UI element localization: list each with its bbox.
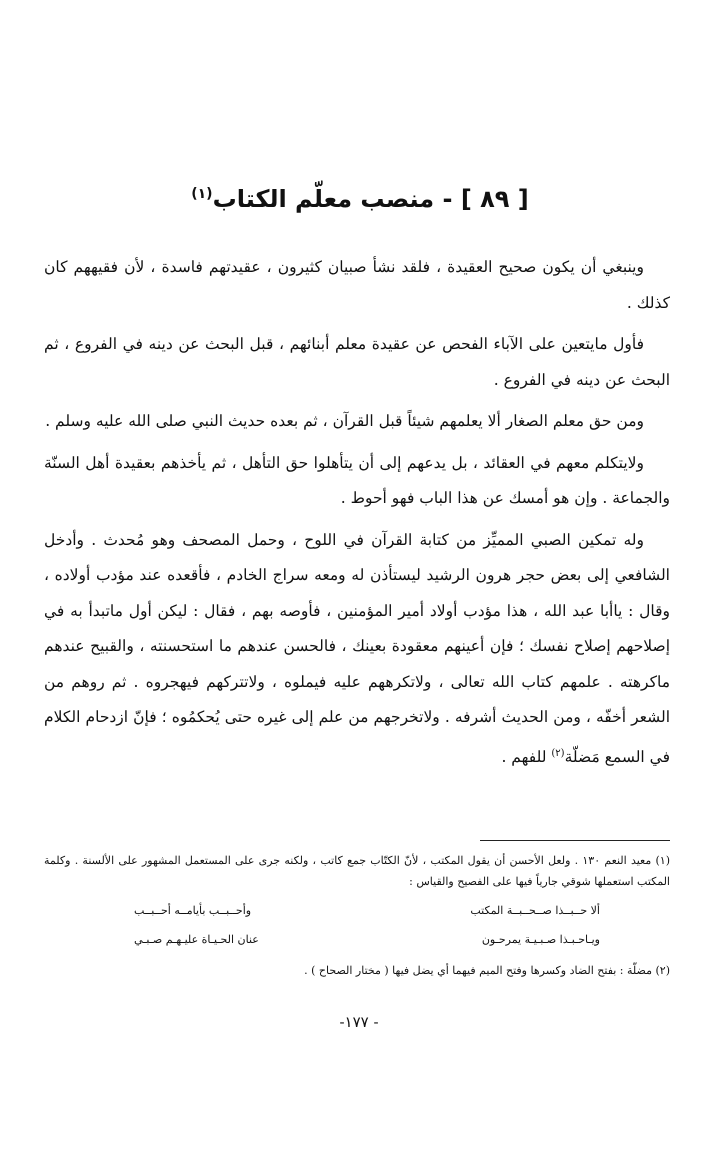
paragraph-end: للفهم . bbox=[501, 747, 552, 766]
verse-hemistich-left: عنان الحـيـاة عليـهـم صـبـي bbox=[134, 933, 259, 946]
footnote-ref-2: (٢) bbox=[551, 747, 565, 759]
footnotes bbox=[44, 850, 670, 981]
chapter-title-text: [ ٨٩ ] - منصب معلّم الكتاب bbox=[212, 185, 529, 214]
verse-hemistich-right: ويـاحـبـذا صـبـيـة يمرحـون bbox=[481, 933, 600, 946]
verse-hemistich-left: وأحــبــب بأيامــه أحــبــب bbox=[134, 904, 252, 917]
footnote-divider bbox=[480, 840, 670, 841]
poem-verse-2 bbox=[44, 929, 670, 950]
page-number: - ١٧٧- bbox=[339, 1013, 379, 1031]
verse-hemistich-right: ألا حــبــذا صــحــبــة المكتب bbox=[470, 904, 600, 917]
footnote-2: (٢) مضلّة : بفتح الضاد وكسرها وفتح الميم فيهما أي يضل فيها ( مختار الصحاح ) . bbox=[304, 964, 670, 977]
footnote-1: (١) معيد النعم ١٣٠ . ولعل الأحسن أن يقول المكتب ، لأنّ الكتّاب جمع كاتب ، ولكنه جرى على المستعمل المشهور على الألسنة . وكلمة المكتب استعملها شوقي جارياً فيها على الفصيح والقياس : bbox=[44, 854, 670, 888]
paragraph-body: وله تمكين الصبي المميِّز من كتابة القرآن في اللوح ، وحمل المصحف وهو مُحدث . وأدخل الشافعي إلى بعض حجر هرون الرشيد ليستأذن له ومعه سراج الخادم ، فأقعده عند مؤدب أولاده ، وقال : ياأبا عبد الله ، هذا مؤدب أولاد أمير المؤمنين ، فأوصه بهم ، فقال : ليكن أول ماتبدأ به في إصلاحهم إصلاح نفسك ؛ فإن أعينهم معقودة بعينك ، فالحسن عندهم ما استحسنته ، والقبيح عندهم ماكرهته . علمهم كتاب الله تعالى ، ولاتكرههم عليه فيملوه ، ولاتتركهم فيهجروه . ثم روهم من الشعر أخفّه ، ومن الحديث أشرفه . ولاتخرجهم من علم إلى غيره حتى يُحكمُوه ؛ فإنّ ازدحام الكلام في السمع مَضلّة bbox=[44, 530, 670, 766]
main-text bbox=[44, 250, 670, 781]
paragraph-long bbox=[44, 523, 670, 776]
paragraph: وينبغي أن يكون صحيح العقيدة ، فلقد نشأ صبيان كثيرون ، عقيدتهم فاسدة ، لأن فقيههم كان كذلك . bbox=[44, 258, 670, 312]
paragraph: ولايتكلم معهم في العقائد ، بل يدعهم إلى أن يتأهلوا حق التأهل ، ثم يأخذهم بعقيدة أهل السنّة والجماعة . وإن هو أمسك عن هذا الباب فهو أحوط . bbox=[44, 453, 670, 507]
poem-verse-1 bbox=[44, 900, 670, 921]
chapter-title bbox=[160, 174, 560, 219]
paragraph: ومن حق معلم الصغار ألا يعلمهم شيئاً قبل القرآن ، ثم بعده حديث النبي صلى الله عليه وسلم . bbox=[45, 412, 644, 430]
paragraph: فأول مايتعين على الآباء الفحص عن عقيدة معلم أبنائهم ، قبل البحث عن دينه في الفروع ، ثم البحث عن دينه في الفروع . bbox=[44, 335, 670, 389]
title-footnote-ref: (١) bbox=[191, 186, 213, 203]
